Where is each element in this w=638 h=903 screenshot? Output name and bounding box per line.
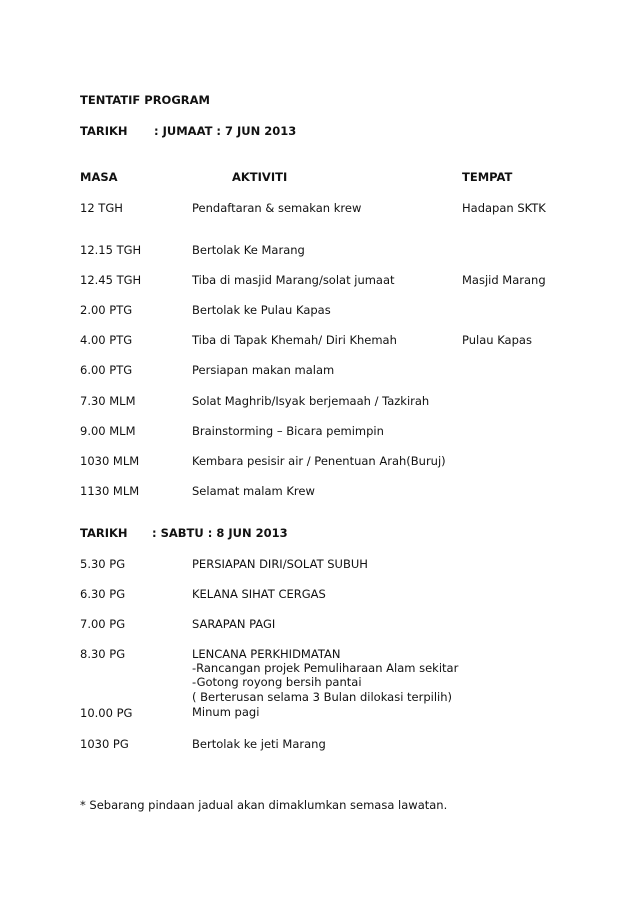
day1-row-3-tempat: Masjid Marang xyxy=(462,273,546,287)
day1-row-8-masa: 9.00 MLM xyxy=(80,424,136,438)
day2-row-4-masa: 8.30 PG xyxy=(80,647,126,661)
day1-row-6-masa: 6.00 PTG xyxy=(80,363,133,377)
header-aktiviti: AKTIVITI xyxy=(232,170,288,184)
footnote: * Sebarang pindaan jadual akan dimaklumkan semasa lawatan. xyxy=(80,798,448,812)
day2-row-1-masa: 5.30 PG xyxy=(80,557,126,571)
day2-row-3-masa: 7.00 PG xyxy=(80,617,126,631)
day1-row-1-tempat: Hadapan SKTK xyxy=(462,201,546,215)
day2-row-4-detail-2: -Gotong royong bersih pantai xyxy=(192,675,362,689)
day1-row-2-masa: 12.15 TGH xyxy=(80,243,142,257)
day1-row-9-masa: 1030 MLM xyxy=(80,454,140,468)
header-tempat: TEMPAT xyxy=(462,170,513,184)
day1-row-5-tempat: Pulau Kapas xyxy=(462,333,532,347)
tarikh-value-day1: : JUMAAT : 7 JUN 2013 xyxy=(154,124,297,138)
page-title: TENTATIF PROGRAM xyxy=(80,93,210,107)
day1-row-2-aktiviti: Bertolak Ke Marang xyxy=(192,243,305,257)
day1-row-7-masa: 7.30 MLM xyxy=(80,394,136,408)
day1-row-4-aktiviti: Bertolak ke Pulau Kapas xyxy=(192,303,331,317)
day2-row-2-aktiviti: KELANA SIHAT CERGAS xyxy=(192,587,326,601)
day2-row-1-aktiviti: PERSIAPAN DIRI/SOLAT SUBUH xyxy=(192,557,368,571)
day1-row-4-masa: 2.00 PTG xyxy=(80,303,133,317)
day2-row-4-detail-3: ( Berterusan selama 3 Bulan dilokasi terpilih) xyxy=(192,690,453,704)
day2-row-5-aktiviti: Minum pagi xyxy=(192,705,260,719)
tarikh-label-day2: TARIKH xyxy=(80,526,128,540)
day2-row-3-aktiviti: SARAPAN PAGI xyxy=(192,617,276,631)
tarikh-value-day2: : SABTU : 8 JUN 2013 xyxy=(152,526,288,540)
day2-row-4-aktiviti: LENCANA PERKHIDMATAN xyxy=(192,647,341,661)
day1-row-3-masa: 12.45 TGH xyxy=(80,273,142,287)
day1-row-3-aktiviti: Tiba di masjid Marang/solat jumaat xyxy=(192,273,395,287)
day2-row-5-masa: 10.00 PG xyxy=(80,706,133,720)
day1-row-8-aktiviti: Brainstorming – Bicara pemimpin xyxy=(192,424,384,438)
day2-row-6-masa: 1030 PG xyxy=(80,737,129,751)
tarikh-label-day1: TARIKH xyxy=(80,124,128,138)
day2-row-2-masa: 6.30 PG xyxy=(80,587,126,601)
day1-row-5-aktiviti: Tiba di Tapak Khemah/ Diri Khemah xyxy=(192,333,397,347)
day1-row-5-masa: 4.00 PTG xyxy=(80,333,133,347)
day1-row-6-aktiviti: Persiapan makan malam xyxy=(192,363,335,377)
day1-row-1-masa: 12 TGH xyxy=(80,201,123,215)
day2-row-6-aktiviti: Bertolak ke jeti Marang xyxy=(192,737,326,751)
day1-row-10-aktiviti: Selamat malam Krew xyxy=(192,484,315,498)
day1-row-9-aktiviti: Kembara pesisir air / Penentuan Arah(Buruj) xyxy=(192,454,446,468)
day1-row-10-masa: 1130 MLM xyxy=(80,484,140,498)
day1-row-1-aktiviti: Pendaftaran & semakan krew xyxy=(192,201,362,215)
day1-row-7-aktiviti: Solat Maghrib/Isyak berjemaah / Tazkirah xyxy=(192,394,430,408)
header-masa: MASA xyxy=(80,170,118,184)
day2-row-4-detail-1: -Rancangan projek Pemuliharaan Alam sekitar xyxy=(192,661,459,675)
